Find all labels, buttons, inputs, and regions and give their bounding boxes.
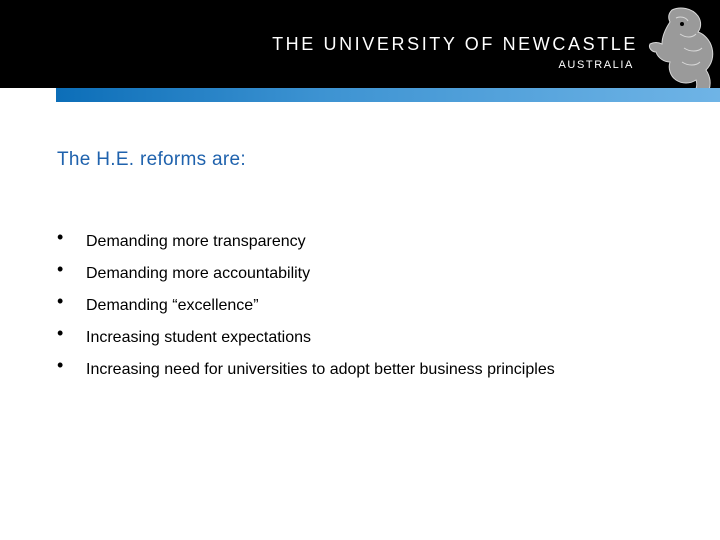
- bullet-dot: •: [57, 259, 64, 279]
- bullet-dot: •: [57, 291, 64, 311]
- slide-title: The H.E. reforms are:: [57, 149, 246, 170]
- bullet-text: Demanding more transparency: [86, 233, 306, 250]
- bullet-item: [57, 291, 697, 328]
- bullet-dot: •: [57, 323, 64, 343]
- bullet-text: Increasing student expectations: [86, 329, 312, 346]
- bullet-list: [57, 227, 697, 392]
- accent-bar: [56, 88, 720, 102]
- university-name: THE UNIVERSITY OF NEWCASTLE: [272, 34, 638, 54]
- header-band: [0, 0, 720, 88]
- bullet-text: Demanding “excellence”: [86, 297, 259, 314]
- bullet-text: Demanding more accountability: [86, 265, 311, 282]
- bullet-dot: •: [57, 227, 64, 247]
- bullet-item: [57, 355, 697, 392]
- bullet-dot: •: [57, 355, 64, 375]
- bullet-item: [57, 227, 697, 264]
- bullet-text: Increasing need for universities to adopt better business principles: [86, 361, 555, 378]
- bullet-item: [57, 259, 697, 296]
- bullet-item: [57, 323, 697, 360]
- country-label: AUSTRALIA: [558, 59, 634, 71]
